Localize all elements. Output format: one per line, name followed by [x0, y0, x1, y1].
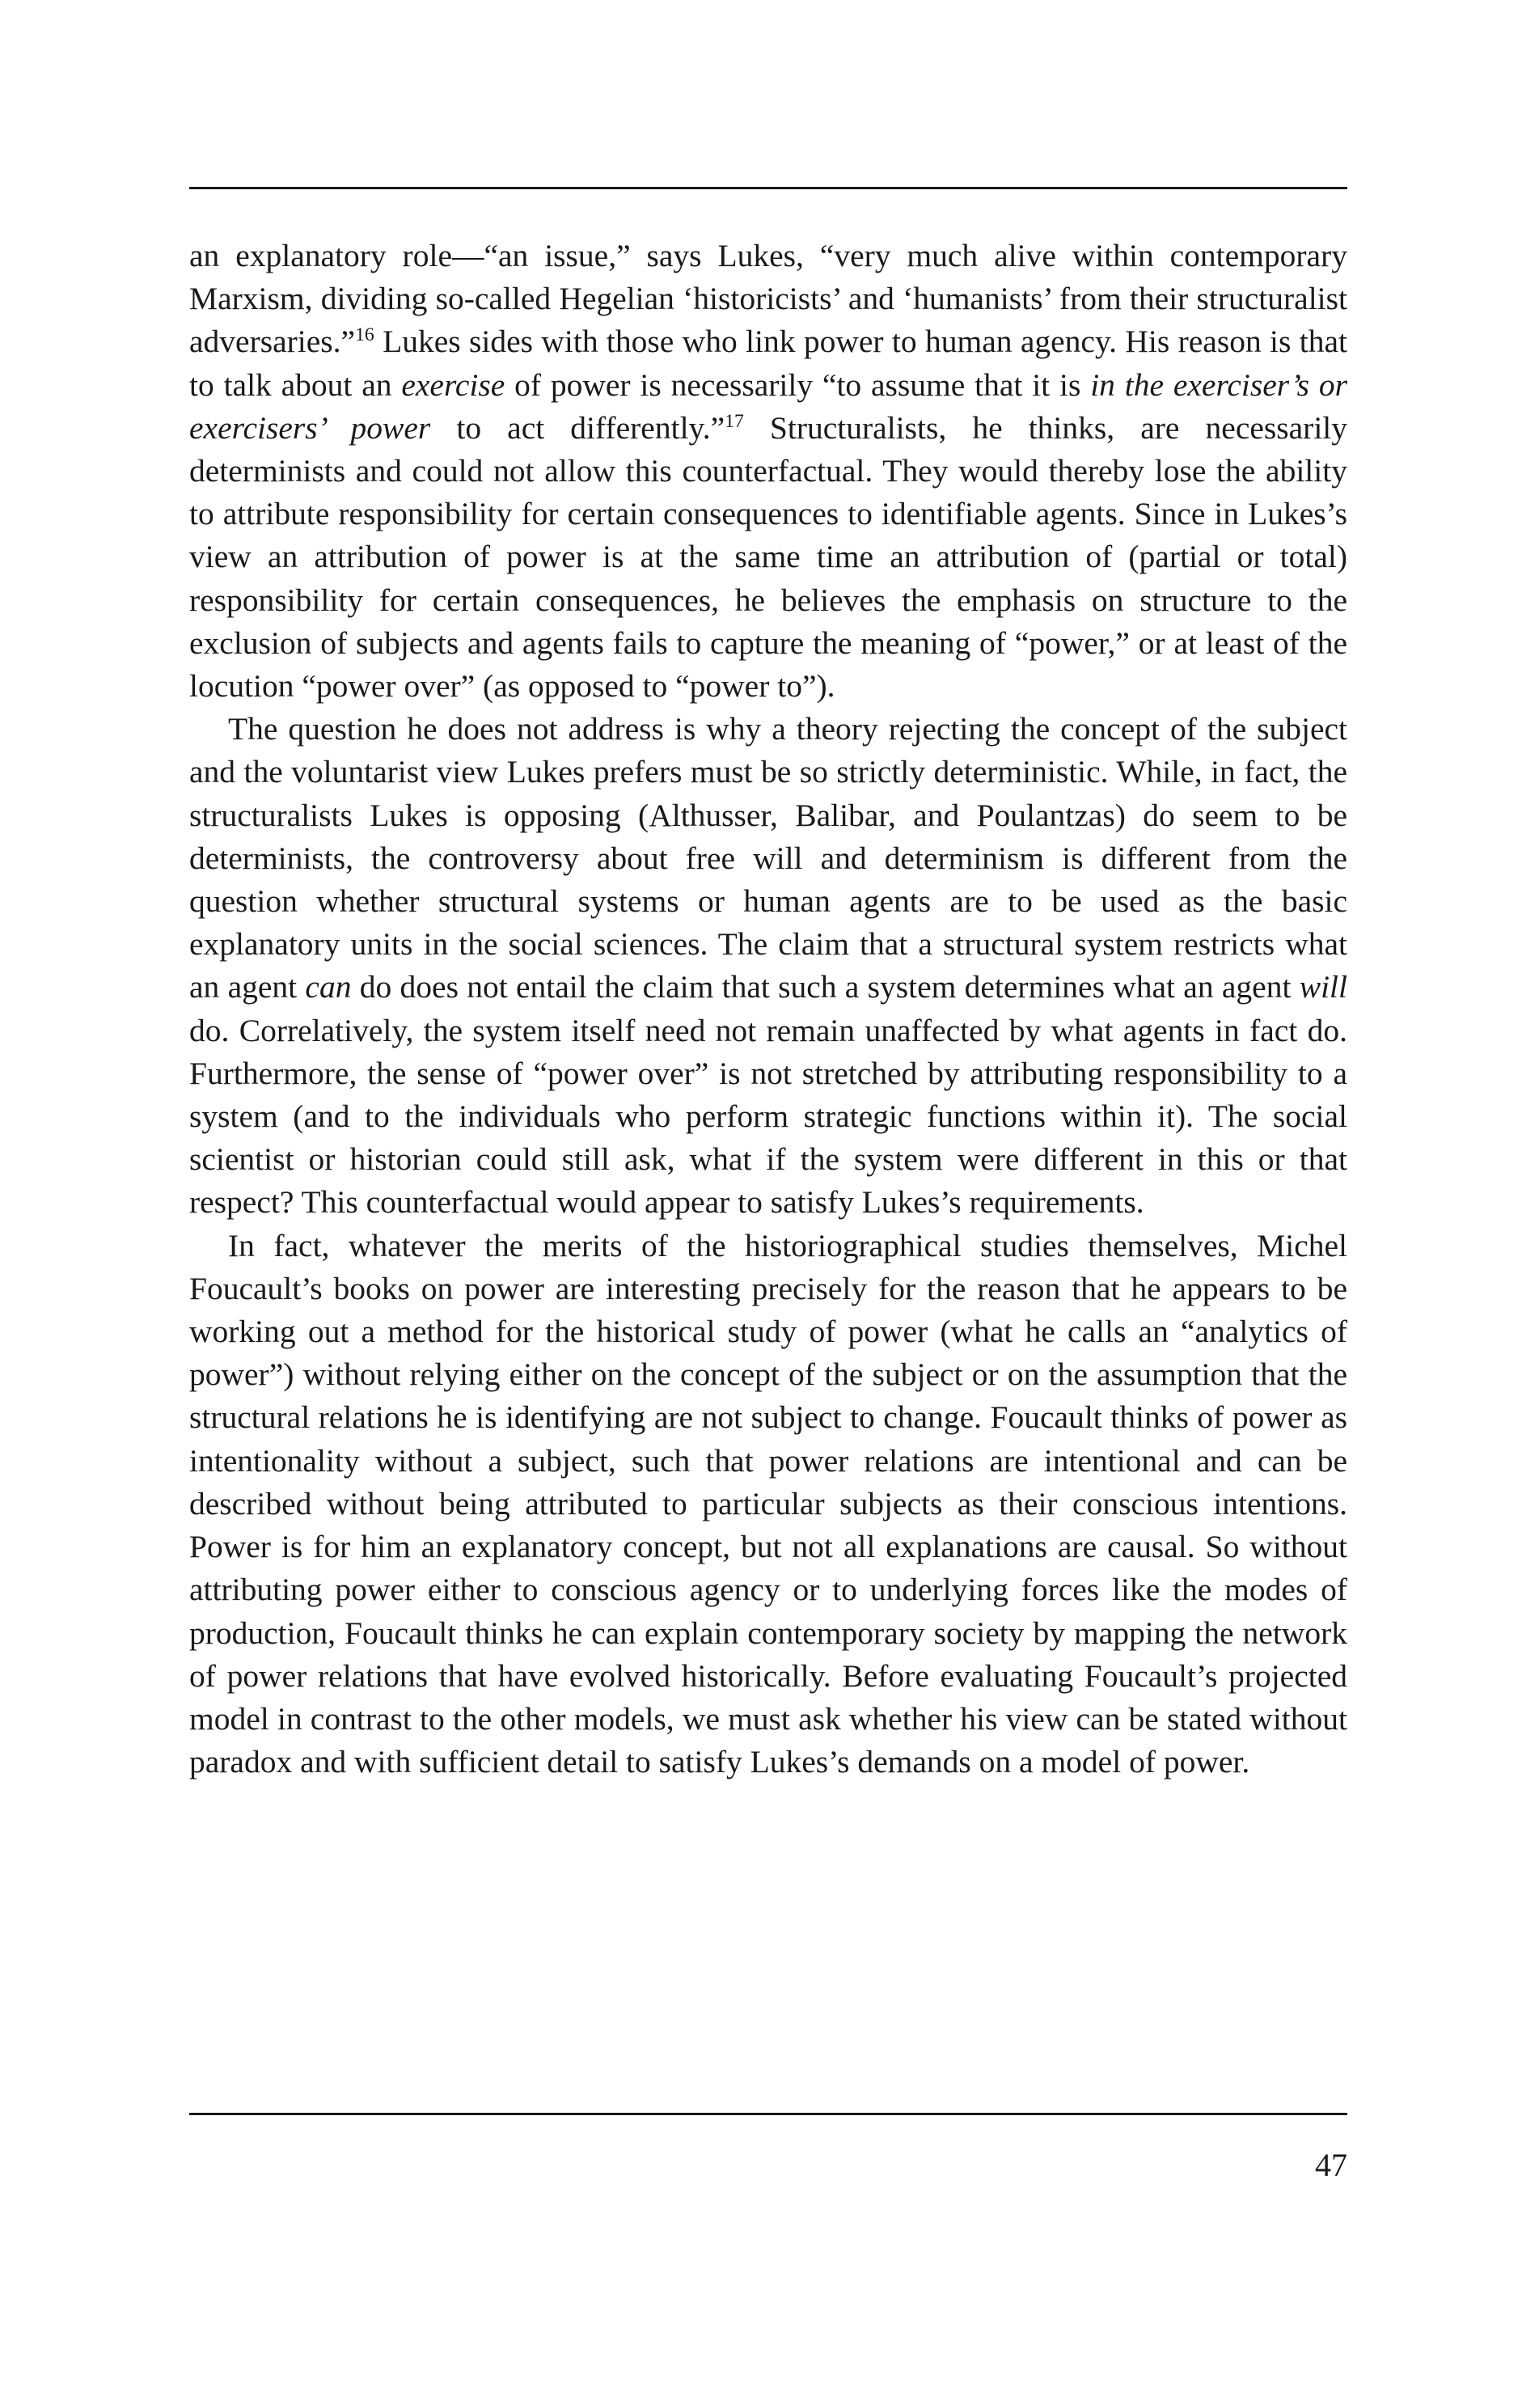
p1-text-c: of power is necessarily “to assume that it is: [505, 366, 1091, 403]
footnote-ref-17: 17: [725, 410, 744, 432]
footnote-ref-16: 16: [355, 324, 374, 346]
page-number: 47: [1315, 2147, 1347, 2183]
p1-text-b: Lukes sides with those who link power to human agency. His reason is that to talk about an: [189, 324, 1347, 403]
paragraph-1: [189, 235, 1347, 708]
body-text: [189, 235, 1347, 1784]
p2-text-b: do does not entail the claim that such a system determines what an agent: [351, 969, 1300, 1005]
paragraph-2: [189, 708, 1347, 1224]
p1-text-d: to act differently.”: [430, 409, 725, 446]
p2-emphasis-can: can: [305, 969, 352, 1005]
p2-emphasis-will: will: [1299, 969, 1347, 1005]
p1-emphasis-exercise: exercise: [401, 366, 505, 403]
paragraph-3: In fact, whatever the merits of the historiographical studies themselves, Michel Foucault’s books on power are interesting precisely for the reason that he appears to be working out a method for the historical study of power (what he calls an “analytics of power”) without relying either on the concept of the subject or on the assumption that the structural relations he is identifying are not subject to change. Foucault thinks of power as intentionality without a subject, such that power relations are intentional and can be described without being attributed to particular subjects as their conscious intentions. Power is for him an explanatory concept, but not all explanations are causal. So without attributing power either to conscious agency or to underlying forces like the modes of production, Foucault thinks he can explain contemporary society by mapping the network of power relations that have evolved historically. Before evaluating Foucault’s projected model in contrast to the other models, we must ask whether his view can be stated without paradox and with sufficient detail to satisfy Lukes’s demands on a model of power.: [189, 1227, 1347, 1780]
p1-text-e: Structuralists, he thinks, are necessarily determinists and could not allow this counterfactual. They would thereby lose the ability to attribute responsibility for certain consequences to identifiable agents. Since in Lukes’s view an attribution of power is at the same time an attribution of (partial or total) responsibility for certain consequences, he believes the emphasis on structure to the exclusion of subjects and agents fails to capture the meaning of “power,” or at least of the locution “power over” (as opposed to “power to”).: [189, 409, 1348, 705]
p1-emphasis-exercisers-power: in the exerciser’s or exercisers’ power: [189, 366, 1347, 446]
p2-text-a: The question he does not address is why a theory rejecting the concept of the subject and the voluntarist view Lukes prefers must be so strictly deterministic. While, in fact, the structuralists Lukes is opposing (Althusser, Balibar, and Poulantzas) do seem to be determinists, the controversy about free will and determinism is different from the question whether structural systems or human agents are to be used as the basic explanatory units in the social sciences. The claim that a structural system restricts what an agent: [189, 711, 1347, 1005]
footer-rule: [189, 2113, 1347, 2115]
header-rule: [189, 187, 1347, 189]
p1-text-a: an explanatory role—“an issue,” says Lukes, “very much alive within contemporary Marxism, dividing so-called Hegelian ‘historicists’ and ‘humanists’ from their structuralist adversaries.”: [189, 238, 1347, 360]
p2-text-c: do. Correlatively, the system itself need not remain unaffected by what agents in fact do. Furthermore, the sense of “power over” is not stretched by attributing responsibility to a system (and to the individuals who perform strategic functions within it). The social scientist or historian could still ask, what if the system were different in this or that respect? This counterfactual would appear to satisfy Lukes’s requirements.: [189, 1012, 1347, 1221]
